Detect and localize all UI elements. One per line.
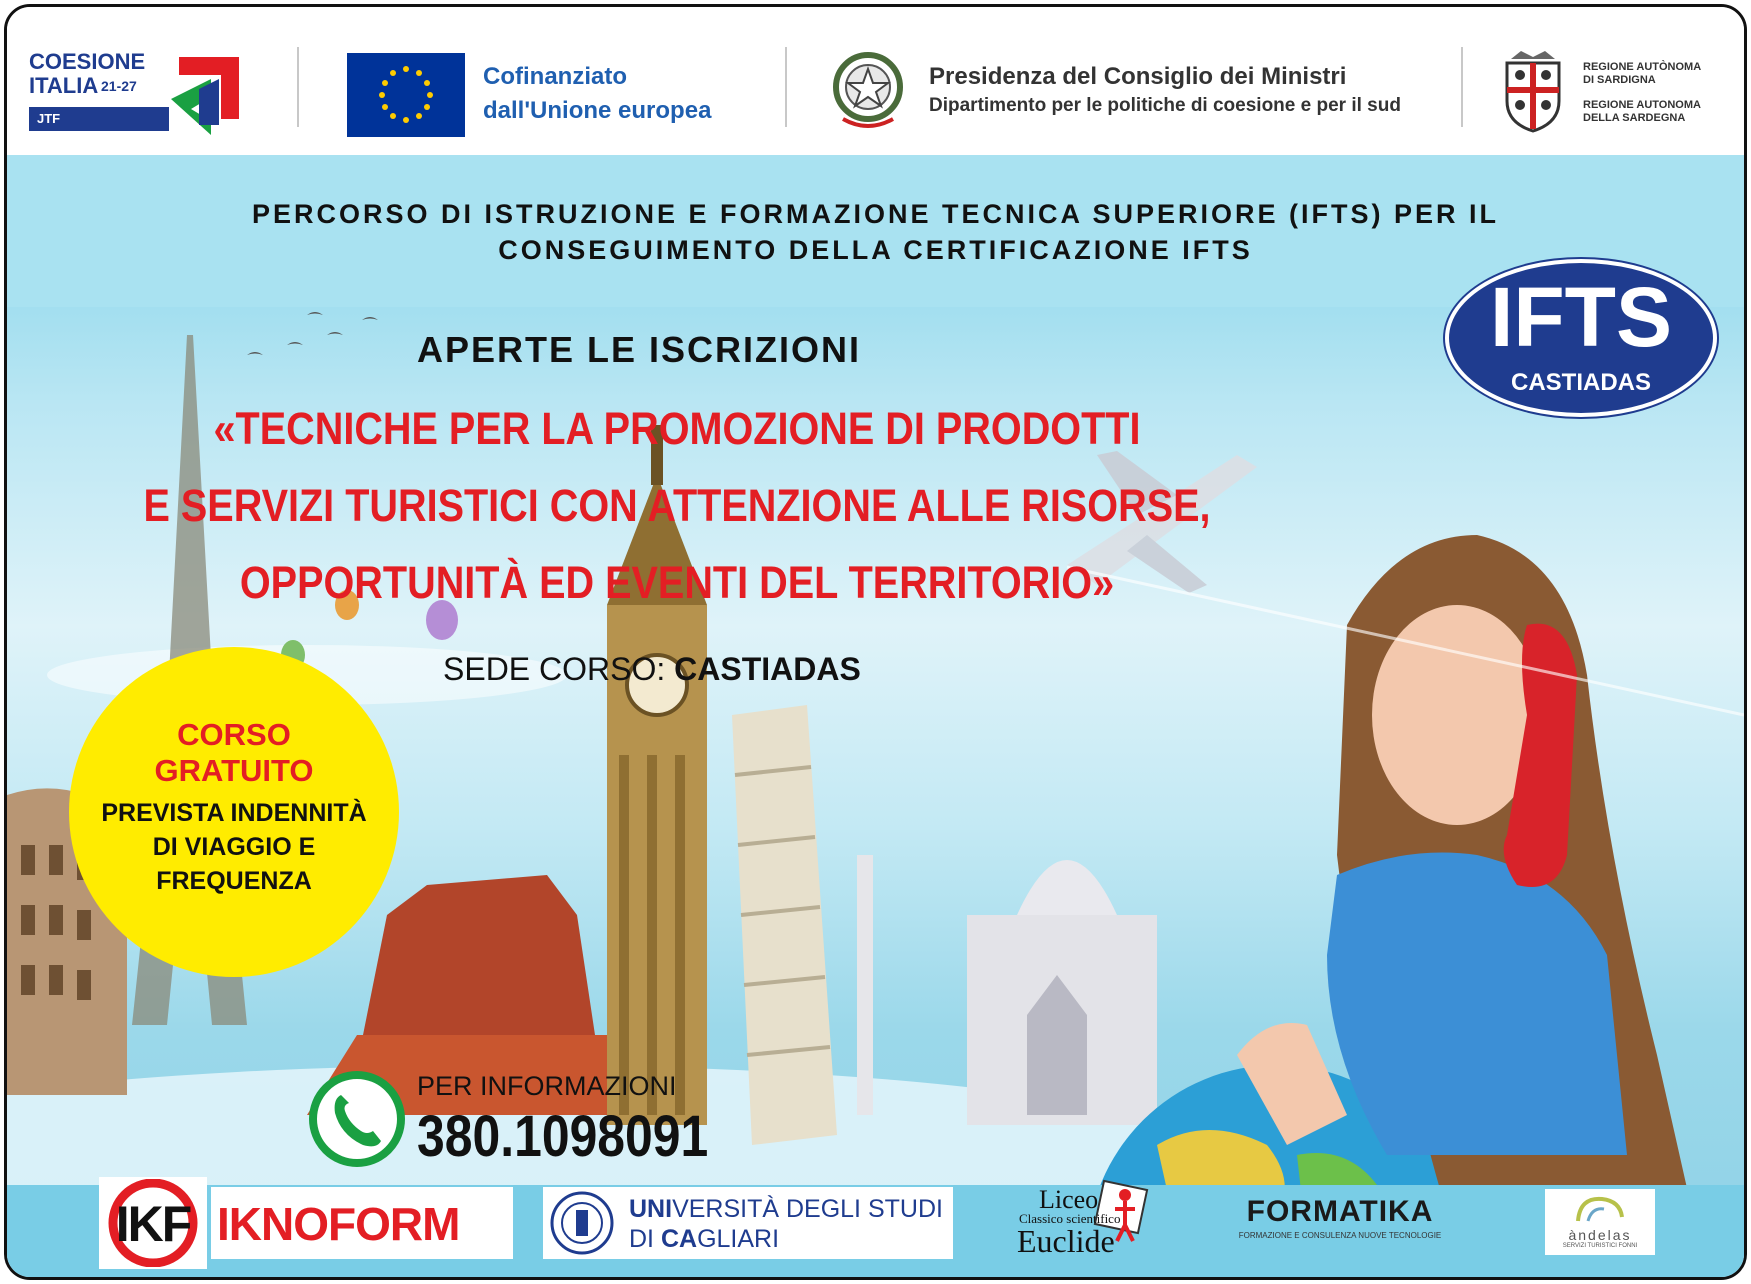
- liceo-line2: Classico scientifico: [1019, 1211, 1121, 1226]
- contact-phone[interactable]: 380.1098091: [417, 1104, 709, 1169]
- phone-icon: [307, 1069, 407, 1169]
- free-badge-line1: CORSO: [177, 717, 291, 752]
- unica-line1-bold: UNI: [629, 1195, 673, 1223]
- eu-line2: dall'Unione europea: [483, 97, 712, 124]
- free-badge-line3: PREVISTA INDENNITÀ: [101, 799, 367, 827]
- formatika-logo: [1215, 1193, 1465, 1253]
- formatika-sub: FORMAZIONE E CONSULENZA NUOVE TECNOLOGIE: [1238, 1231, 1442, 1240]
- regione-line1: REGIONE AUTÒNOMA: [1583, 61, 1702, 73]
- formatika-name: FORMATIKA: [1246, 1195, 1434, 1228]
- iknoform-name: IKNOFORM: [217, 1198, 460, 1250]
- course-location: [443, 651, 861, 688]
- location-value: CASTIADAS: [674, 651, 861, 687]
- coesione-line1: COESIONE: [29, 49, 146, 74]
- regione-sardegna-logo: [1501, 47, 1737, 137]
- liceo-line3: Euclide: [1017, 1223, 1115, 1259]
- course-header-line1: PERCORSO DI ISTRUZIONE E FORMAZIONE TECNICA SUPERIORE (IFTS) PER IL: [251, 199, 1500, 229]
- free-badge-line2: GRATUITO: [154, 753, 314, 788]
- eu-line1: Cofinanziato: [483, 63, 627, 90]
- regione-line2: DI SARDIGNA: [1583, 74, 1656, 86]
- iknoform-logo: [99, 1177, 519, 1269]
- ifts-castiadas-badge: [1445, 259, 1717, 417]
- free-course-badge: [69, 647, 399, 977]
- ifts-title: IFTS: [1490, 270, 1672, 364]
- logo-divider: [785, 47, 787, 127]
- ikf-short: IKF: [115, 1196, 191, 1252]
- regione-line3: REGIONE AUTONOMA: [1583, 99, 1701, 111]
- unica-seal-icon: [549, 1190, 615, 1256]
- iknoform-name-box: [211, 1187, 513, 1259]
- italian-emblem-icon: [829, 47, 907, 133]
- unica-line2: [629, 1225, 779, 1254]
- presidenza-line2: Dipartimento per le politiche di coesione e per il sud: [929, 95, 1401, 116]
- free-badge-line5: FREQUENZA: [156, 867, 312, 895]
- andelas-sub: SERVIZI TURISTICI FONNI: [1562, 1243, 1638, 1249]
- logo-divider: [297, 47, 299, 127]
- liceo-euclide-logo: [1011, 1177, 1161, 1267]
- liceo-line1: Liceo: [1039, 1185, 1099, 1214]
- coesione-tag: JTF: [37, 111, 61, 126]
- coesione-tag-bar: [29, 107, 169, 131]
- free-badge-line4: DI VIAGGIO E: [152, 833, 316, 861]
- unica-line2-bold: CA: [660, 1225, 698, 1253]
- andelas-logo: [1545, 1189, 1655, 1255]
- sardinia-coat-of-arms-icon: [1501, 49, 1565, 133]
- unica-line1-rest: VERSITÀ DEGLI STUDI: [672, 1195, 943, 1223]
- course-title-line1: «TECNICHE PER LA PROMOZIONE DI PRODOTTI: [213, 403, 1141, 454]
- coesione-arrow-icon: [169, 49, 249, 135]
- ikf-emblem: [99, 1177, 207, 1269]
- course-title-line2: E SERVIZI TURISTICI CON ATTENZIONE ALLE RISORSE,: [143, 480, 1211, 531]
- regione-line4: DELLA SARDEGNA: [1583, 112, 1686, 124]
- presidenza-line1: Presidenza del Consiglio dei Ministri: [929, 63, 1347, 90]
- logo-divider: [1461, 47, 1463, 127]
- coesione-years: 21-27: [101, 78, 137, 94]
- unica-line2-pre: DI: [629, 1225, 661, 1253]
- institutional-logo-bar: [7, 7, 1744, 155]
- coesione-line2: ITALIA: [29, 73, 99, 98]
- course-title-line3: OPPORTUNITÀ ED EVENTI DEL TERRITORIO»: [239, 557, 1115, 608]
- eu-flag-icon: [347, 53, 465, 137]
- unica-line1: [629, 1195, 943, 1224]
- contact-label: PER INFORMAZIONI: [417, 1071, 677, 1101]
- ifts-subtitle: CASTIADAS: [1510, 369, 1651, 396]
- presidenza-logo: [829, 43, 1469, 139]
- andelas-swirl-icon: [1570, 1193, 1630, 1227]
- flyer: [4, 4, 1747, 1280]
- location-label: SEDE CORSO:: [443, 651, 666, 687]
- unica-line2-rest: GLIARI: [697, 1225, 780, 1253]
- eu-logo: [347, 51, 767, 139]
- enrollment-label: APERTE LE ISCRIZIONI: [417, 329, 862, 370]
- course-header-line2: CONSEGUIMENTO DELLA CERTIFICAZIONE IFTS: [498, 235, 1253, 265]
- unica-logo: [543, 1187, 953, 1259]
- andelas-name: àndelas: [1568, 1227, 1632, 1243]
- coesione-italia-logo: [23, 43, 253, 139]
